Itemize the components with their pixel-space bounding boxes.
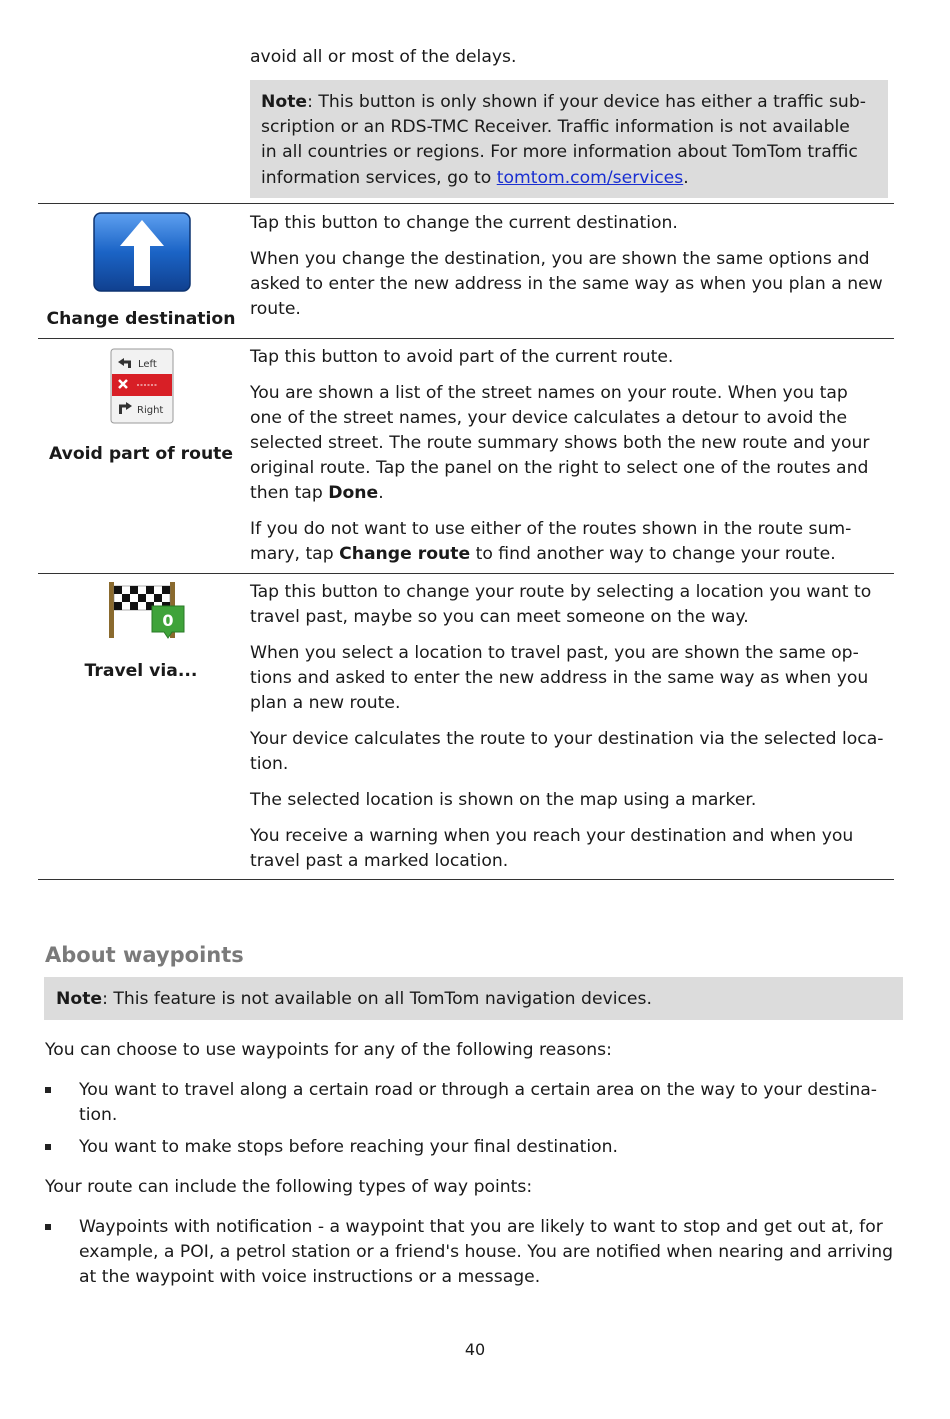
svg-text:Right: Right — [137, 405, 164, 416]
table-divider — [38, 879, 894, 880]
page-number: 40 — [464, 1340, 486, 1359]
traffic-note-line3: in all countries or regions. For more information about TomTom traffic — [261, 142, 858, 163]
list-item: Waypoints with notification - a waypoint that you are likely to want to stop and get out at, for example, a POI, a petrol station or a friend's house. You are notified when nearing and arriving at the waypoint with voice instructions or a message. — [45, 1215, 905, 1290]
avoid-part-description: Tap this button to avoid part of the current route. You are shown a list of the street names on your route. When you tap one of the street names, your device calculates a detour to avoid the selected street. The route summary shows both the new route and your original route. Tap the panel on the right to select one of the routes and then tap Done. If you do not want to use either of the routes shown in the route sum- mary, tap Change route to find another way to change your route. — [250, 347, 870, 564]
traffic-note-line4: information services, go to tomtom.com/services. — [261, 167, 689, 188]
up-arrow-icon — [93, 212, 191, 297]
avoid-part-of-route-label: Avoid part of route — [48, 444, 234, 464]
table-divider — [38, 573, 894, 574]
continuation-text: avoid all or most of the delays. — [250, 47, 517, 67]
bullet-marker — [45, 1224, 51, 1230]
waypoints-note-box: Note: This feature is not available on all TomTom navigation devices. — [44, 977, 903, 1020]
tomtom-services-link[interactable]: tomtom.com/services — [496, 167, 684, 188]
checkered-flag-icon — [106, 580, 188, 647]
table-divider — [38, 203, 894, 204]
section-heading: About waypoints — [45, 943, 244, 967]
svg-text:0: 0 — [162, 611, 174, 630]
travel-via-description: Tap this button to change your route by selecting a location you want to travel past, maybe so you can meet someone on the way. When you select a location to travel past, you are shown the same op- tions and asked to enter the new address in the same way as when you plan a new route. Your device calculates the route to your destination via the selected loca- tion. The selected location is shown on the map using a marker. You receive a warning when you reach your destination and when you travel past a marked location. — [250, 582, 884, 871]
list-item: You want to make stops before reaching your final destination. — [45, 1135, 905, 1160]
avoid-list-icon — [110, 348, 174, 429]
table-divider — [38, 338, 894, 339]
traffic-note-line1: Note: This button is only shown if your device has either a traffic sub- — [261, 92, 866, 112]
traffic-note-box — [250, 80, 888, 198]
svg-text:Left: Left — [138, 359, 157, 370]
bullet-marker — [45, 1144, 51, 1150]
waypoint-types-intro: Your route can include the following types of way points: — [45, 1177, 533, 1197]
travel-via-label: Travel via... — [84, 661, 198, 681]
waypoints-intro: You can choose to use waypoints for any of the following reasons: — [45, 1040, 612, 1060]
change-destination-label: Change destination — [46, 309, 236, 329]
bullet-marker — [45, 1087, 51, 1093]
list-item: You want to travel along a certain road or through a certain area on the way to your destina- tion. — [45, 1078, 905, 1128]
traffic-note-line2: scription or an RDS-TMC Receiver. Traffic information is not available — [261, 117, 850, 138]
change-destination-description: Tap this button to change the current destination. When you change the destination, you are shown the same options and asked to enter the new address in the same way as when you plan a new route. — [250, 213, 883, 319]
